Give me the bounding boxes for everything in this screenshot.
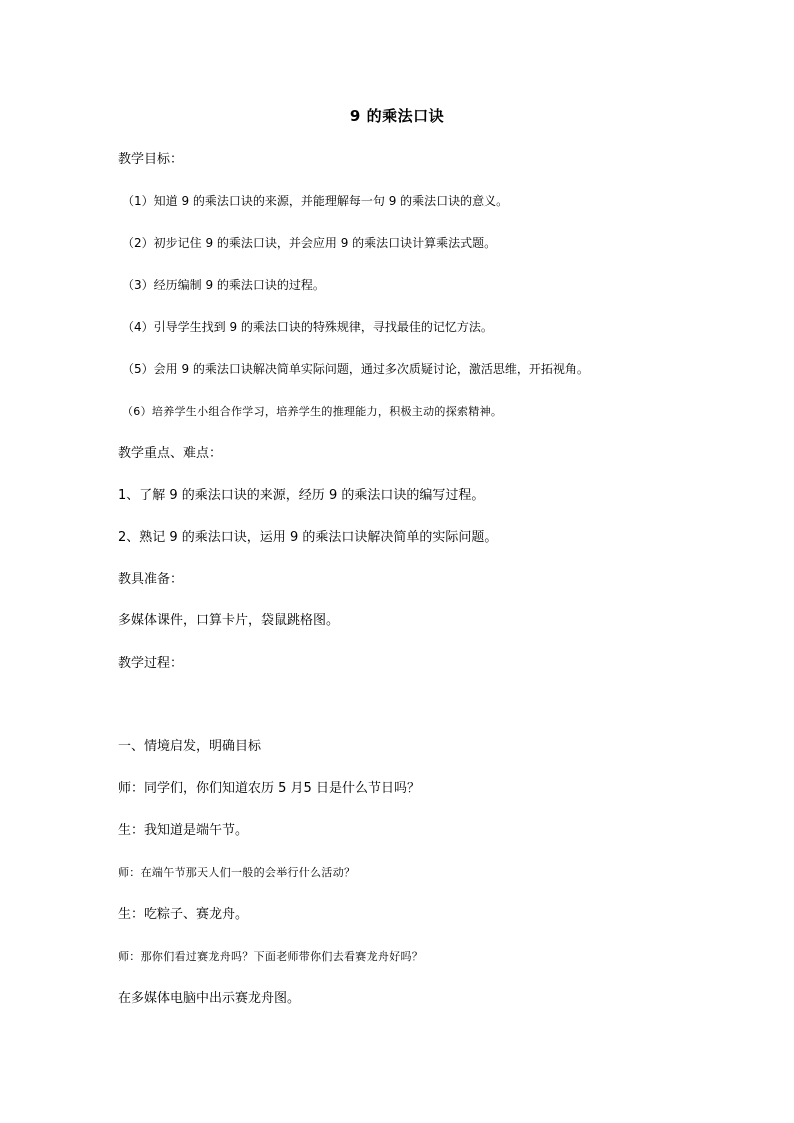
dialogue-line: 师：那你们看过赛龙舟吗？下面老师带你们去看赛龙舟好吗？: [118, 950, 424, 963]
objective-item: （2）初步记住 9 的乘法口诀，并会应用 9 的乘法口诀计算乘法式题。: [122, 236, 497, 250]
dialogue-line: 生：我知道是端午节。: [118, 823, 249, 838]
part-one-heading: 一、情境启发，明确目标: [118, 739, 262, 754]
dialogue-line: 生：吃粽子、赛龙舟。: [118, 907, 249, 922]
key-point-item: 1、了解 9 的乘法口诀的来源，经历 9 的乘法口诀的编写过程。: [118, 488, 485, 503]
document-title: 9 的乘法口诀: [349, 107, 445, 125]
objective-item: （3）经历编制 9 的乘法口诀的过程。: [122, 278, 325, 292]
objective-item: （6）培养学生小组合作学习，培养学生的推理能力，积极主动的探索精神。: [122, 405, 503, 418]
dialogue-line: 师：在端午节那天人们一般的会举行什么活动？: [118, 866, 356, 879]
section-heading-materials: 教具准备：: [118, 572, 184, 587]
dialogue-line: 在多媒体电脑中出示赛龙舟图。: [118, 991, 301, 1006]
objective-item: （4）引导学生找到 9 的乘法口诀的特殊规律，寻找最佳的记忆方法。: [122, 320, 493, 334]
key-point-item: 2、熟记 9 的乘法口诀，运用 9 的乘法口诀解决简单的实际问题。: [118, 530, 498, 545]
section-heading-process: 教学过程：: [118, 656, 184, 671]
materials-text: 多媒体课件，口算卡片，袋鼠跳格图。: [118, 613, 340, 628]
objective-item: （5）会用 9 的乘法口诀解决简单实际问题，通过多次质疑讨论，激活思维，开拓视角。: [122, 362, 589, 376]
dialogue-line: 师：同学们，你们知道农历 5 月5 日是什么节日吗？: [118, 781, 420, 796]
objective-item: （1）知道 9 的乘法口诀的来源，并能理解每一句 9 的乘法口诀的意义。: [122, 194, 509, 208]
section-heading-objectives: 教学目标：: [118, 152, 184, 167]
section-heading-key-points: 教学重点、难点：: [118, 446, 223, 461]
